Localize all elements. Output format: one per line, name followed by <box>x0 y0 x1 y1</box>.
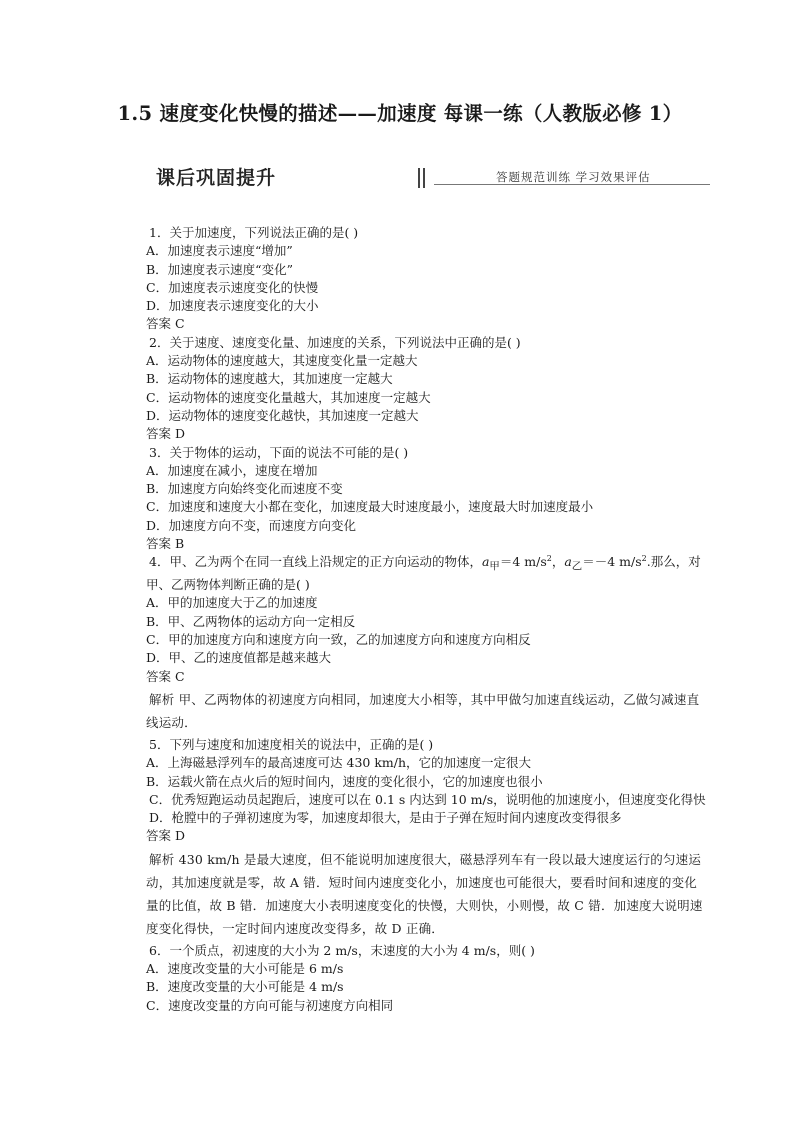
question-3-option-b: B．加速度方向始终变化而速度不变 <box>146 481 343 497</box>
question-1-option-b: B．加速度表示速度“变化” <box>146 261 293 277</box>
question-2-option-d: D．运动物体的速度变化越快，其加速度一定越大 <box>146 407 419 423</box>
accel-jia-subscript: 甲 <box>489 560 500 573</box>
question-3-option-c: C．加速度和速度大小都在变化，加速度最大时速度最小，速度最大时加速度最小 <box>146 499 594 515</box>
accel-yi-unit-exponent: 2 <box>641 554 647 564</box>
question-1-answer: 答案 C <box>146 316 185 332</box>
section-label: 课后巩固提升 <box>156 167 277 189</box>
page-title: 1.5 速度变化快慢的描述——加速度 每课一练（人教版必修 1） <box>117 102 683 125</box>
question-3-answer: 答案 B <box>146 536 185 552</box>
question-1-option-d: D．加速度表示速度变化的大小 <box>146 298 319 314</box>
accel-jia-value: ＝4 m/s <box>499 554 547 570</box>
question-6-option-b: B．速度改变量的大小可能是 4 m/s <box>146 979 344 995</box>
question-4-stem <box>146 553 708 594</box>
question-4-stem-unit: m/s <box>619 554 642 570</box>
section-subtitle: 答题规范训练 学习效果评估 <box>496 170 651 184</box>
question-4-option-d: D．甲、乙的速度值都是越来越大 <box>146 650 332 666</box>
section-banner <box>144 166 710 190</box>
question-4-option-a: A．甲的加速度大于乙的加速度 <box>146 595 318 611</box>
question-4-option-c: C．甲的加速度方向和速度方向一致，乙的加速度方向和速度方向相反 <box>146 632 531 648</box>
question-6-stem: 6．一个质点，初速度的大小为 2 m/s，末速度的大小为 4 m/s，则( ) <box>149 942 535 958</box>
question-2-stem: 2．关于速度、速度变化量、加速度的关系，下列说法中正确的是( ) <box>149 334 521 350</box>
banner-rule <box>434 184 710 185</box>
question-5-option-a: A．上海磁悬浮列车的最高速度可达 430 km/h，它的加速度一定很大 <box>146 755 532 771</box>
question-2-option-c: C．运动物体的速度变化量越大，其加速度一定越大 <box>146 389 431 405</box>
banner-divider-bars <box>418 168 426 188</box>
question-1-option-c: C．加速度表示速度变化的快慢 <box>146 279 319 295</box>
question-4-explanation: 解析 甲、乙两物体的初速度方向相同，加速度大小相等，其中甲做匀加速直线运动，乙做匀减速直线运动． <box>146 691 700 730</box>
question-5-option-d: D．枪膛中的子弹初速度为零，加速度却很大，是由于子弹在短时间内速度改变得很多 <box>149 810 622 826</box>
accel-yi-symbol: a <box>564 554 572 570</box>
question-1-stem: 1．关于加速度，下列说法正确的是( ) <box>149 225 359 240</box>
question-1-option-a: A．加速度表示速度“增加” <box>146 243 293 259</box>
question-4-option-b: B．甲、乙两物体的运动方向一定相反 <box>146 613 356 629</box>
question-5-stem: 5．下列与速度和加速度相关的说法中，正确的是( ) <box>149 736 434 752</box>
question-5-option-b: B．运载火箭在点火后的短时间内，速度的变化很小，它的加速度也很小 <box>146 773 543 789</box>
question-4-stem-part3: .那么，对甲、乙两物体判断正确的是( ) <box>146 554 701 593</box>
question-4-answer: 答案 C <box>146 668 185 684</box>
question-6-option-c: C．速度改变量的方向可能与初速度方向相同 <box>146 997 394 1013</box>
accel-yi-subscript: 乙 <box>571 560 583 573</box>
question-2-option-a: A．运动物体的速度越大，其速度变化量一定越大 <box>146 353 418 369</box>
question-5-explanation: 解析 430 km/h 是最大速度，但不能说明加速度很大，磁悬浮列车有一段以最大速度运行的匀速运动，其加速度就是零，故 A 错．短时间内速度变化小，加速度也可能很大，要看时间和速度的变化量的比值，故 B 错．加速度大小表明速度变化的快慢，大则快，小则慢，故 C 错．加速度大说明速度变化得快，一定时间内速度改变得多，故 D 正确． <box>146 851 703 936</box>
question-3-option-a: A．加速度在减小，速度在增加 <box>146 462 318 478</box>
question-4-stem-part1: 4．甲、乙为两个在同一直线上沿规定的正方向运动的物体， <box>149 554 482 570</box>
question-6-option-a: A．速度改变量的大小可能是 6 m/s <box>146 961 344 976</box>
question-2-answer: 答案 D <box>146 426 185 442</box>
question-2-option-b: B．运动物体的速度越大，其加速度一定越大 <box>146 371 393 387</box>
accel-jia-unit-exponent: 2 <box>546 554 552 564</box>
accel-yi-value: ＝－4 <box>582 554 616 570</box>
accel-jia-symbol: a <box>481 554 490 570</box>
question-3-option-d: D．加速度方向不变，而速度方向变化 <box>146 517 357 533</box>
question-3-stem: 3．关于物体的运动，下面的说法不可能的是( ) <box>149 444 409 460</box>
question-5-answer: 答案 D <box>146 828 185 844</box>
exercise-content <box>146 224 708 1015</box>
accel-separator: ， <box>551 554 565 570</box>
question-5-option-c: C．优秀短跑运动员起跑后，速度可以在 0.1 s 内达到 10 m/s，说明他的加速度小，但速度变化得快 <box>149 791 706 807</box>
